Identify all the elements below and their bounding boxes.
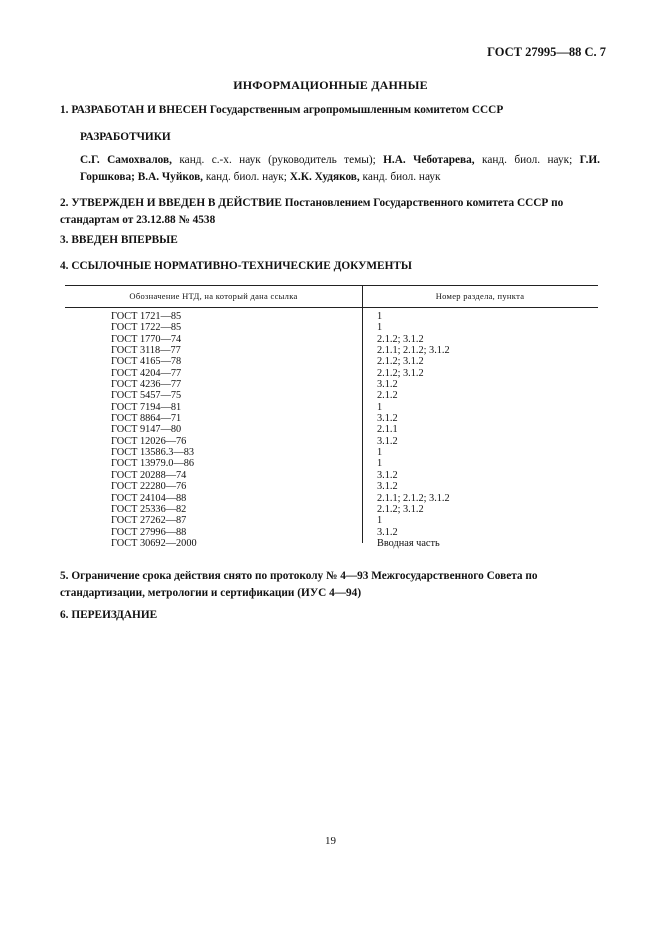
section-2-text: Постановлением Государственного комитета СССР по стандартам от 23.12.88 № 4538 — [60, 197, 564, 226]
table-row — [65, 481, 598, 492]
section-3-text: ВВЕДЕН ВПЕРВЫЕ — [71, 234, 178, 246]
table-cell-section: 1 — [377, 311, 383, 322]
table-cell-section: 2.1.2; 3.1.2 — [377, 356, 424, 368]
table-row — [65, 311, 598, 322]
section-4-text: ССЫЛОЧНЫЕ НОРМАТИВНО-ТЕХНИЧЕСКИЕ ДОКУМЕНТЫ — [71, 260, 413, 272]
table-cell-section: 1 — [377, 401, 383, 413]
table-cell-section: 2.1.1 — [377, 424, 398, 436]
table-row — [65, 390, 598, 401]
table-cell-section: 3.1.2 — [377, 469, 398, 481]
table-row — [65, 413, 598, 424]
section-6-number: 6. — [60, 609, 69, 621]
developer-name: С.Г. Самохвалов, — [80, 154, 172, 166]
table-cell-section: 3.1.2 — [377, 481, 398, 493]
table-cell-section: 2.1.2; 3.1.2 — [377, 367, 424, 379]
table-cell-document: ГОСТ 22280—76 — [111, 481, 187, 493]
table-cell-section: 2.1.2 — [377, 390, 398, 402]
table-cell-section: 2.1.2; 3.1.2 — [377, 503, 424, 515]
table-row — [65, 538, 598, 549]
table-row — [65, 458, 598, 469]
section-3 — [60, 234, 178, 246]
section-1-number: 1. — [60, 104, 69, 116]
table-cell-document: ГОСТ 9147—80 — [111, 424, 182, 436]
table-row — [65, 527, 598, 538]
table-cell-document: ГОСТ 27262—87 — [111, 515, 187, 527]
table-row — [65, 402, 598, 413]
developer-title: канд. биол. наук; — [203, 171, 290, 183]
table-row — [65, 447, 598, 458]
table-header-rule — [65, 307, 598, 308]
table-cell-section: 3.1.2 — [377, 413, 398, 425]
table-body — [65, 311, 598, 549]
table-cell-document: ГОСТ 5457—75 — [111, 390, 182, 402]
section-2 — [60, 195, 600, 229]
table-cell-section: 3.1.2 — [377, 526, 398, 538]
table-cell-section: 1 — [377, 515, 383, 527]
table-cell-document: ГОСТ 1770—74 — [111, 333, 182, 345]
section-6-text: ПЕРЕИЗДАНИЕ — [71, 609, 158, 621]
table-row — [65, 356, 598, 367]
page-number: 19 — [325, 835, 336, 847]
section-6 — [60, 609, 157, 621]
table-row — [65, 379, 598, 390]
section-2-number: 2. — [60, 197, 69, 209]
developers-heading: РАЗРАБОТЧИКИ — [80, 131, 171, 143]
section-1-lead: РАЗРАБОТАН И ВНЕСЕН — [71, 104, 208, 116]
developer-title: канд. с.-х. наук (руководитель темы); — [171, 154, 384, 166]
developers-list — [80, 152, 600, 186]
table-cell-document: ГОСТ 3118—77 — [111, 345, 181, 357]
table-row — [65, 493, 598, 504]
section-4-number: 4. — [60, 260, 69, 272]
table-cell-section: 2.1.1; 2.1.2; 3.1.2 — [377, 492, 450, 504]
table-cell-document: ГОСТ 30692—2000 — [111, 537, 197, 549]
developer-title: канд. биол. наук — [359, 171, 441, 183]
table-row — [65, 470, 598, 481]
table-cell-section: 3.1.2 — [377, 379, 398, 391]
table-cell-document: ГОСТ 12026—76 — [111, 435, 187, 447]
table-cell-section: 2.1.1; 2.1.2; 3.1.2 — [377, 345, 450, 357]
section-5-number: 5. — [60, 570, 69, 582]
table-top-rule — [65, 285, 598, 286]
section-2-lead: УТВЕРЖДЕН И ВВЕДЕН В ДЕЙСТВИЕ — [71, 197, 282, 209]
table-cell-document: ГОСТ 1721—85 — [111, 311, 182, 322]
table-cell-document: ГОСТ 1722—85 — [111, 322, 182, 334]
table-cell-document: ГОСТ 27996—88 — [111, 526, 187, 538]
table-row — [65, 368, 598, 379]
table-cell-document: ГОСТ 13586.3—83 — [111, 447, 195, 459]
table-cell-section: 1 — [377, 322, 383, 334]
section-1-text: Государственным агропромышленным комитетом СССР — [207, 104, 504, 116]
section-5 — [60, 568, 600, 602]
page-title: ИНФОРМАЦИОННЫЕ ДАННЫЕ — [233, 78, 428, 92]
table-header-section: Номер раздела, пункта — [435, 291, 525, 301]
table-cell-document: ГОСТ 4165—78 — [111, 356, 182, 368]
table-row — [65, 424, 598, 435]
table-cell-document: ГОСТ 20288—74 — [111, 469, 187, 481]
table-row — [65, 515, 598, 526]
section-5-text: Ограничение срока действия снято по протоколу № 4—93 Межгосударственного Совета по стандартизации, метрологии и сертификации (ИУС 4—94) — [60, 570, 538, 599]
table-cell-document: ГОСТ 24104—88 — [111, 492, 187, 504]
table-row — [65, 504, 598, 515]
section-3-number: 3. — [60, 234, 69, 246]
page-header: ГОСТ 27995—88 С. 7 — [487, 45, 606, 59]
table-cell-section: Вводная часть — [377, 537, 440, 549]
table-row — [65, 345, 598, 356]
table-cell-document: ГОСТ 25336—82 — [111, 503, 187, 515]
table-row — [65, 334, 598, 345]
table-cell-document: ГОСТ 4204—77 — [111, 367, 182, 379]
table-header-document: Обозначение НТД, на который дана ссылка — [129, 291, 298, 301]
section-4 — [60, 260, 412, 272]
table-row — [65, 322, 598, 333]
developer-name: Г.И. Горшкова; В.А. Чуйков, — [80, 154, 601, 183]
table-cell-document: ГОСТ 8864—71 — [111, 413, 182, 425]
table-cell-section: 1 — [377, 458, 383, 470]
developer-title: канд. биол. наук; — [474, 154, 580, 166]
table-cell-document: ГОСТ 13979.0—86 — [111, 458, 195, 470]
table-cell-document: ГОСТ 4236—77 — [111, 379, 182, 391]
developer-name: Х.К. Худяков, — [289, 171, 360, 183]
section-1 — [60, 104, 503, 116]
table-cell-document: ГОСТ 7194—81 — [111, 401, 182, 413]
table-cell-section: 2.1.2; 3.1.2 — [377, 333, 424, 345]
table-row — [65, 436, 598, 447]
table-cell-section: 3.1.2 — [377, 435, 398, 447]
developer-name: Н.А. Чеботарева, — [383, 154, 475, 166]
table-cell-section: 1 — [377, 447, 383, 459]
